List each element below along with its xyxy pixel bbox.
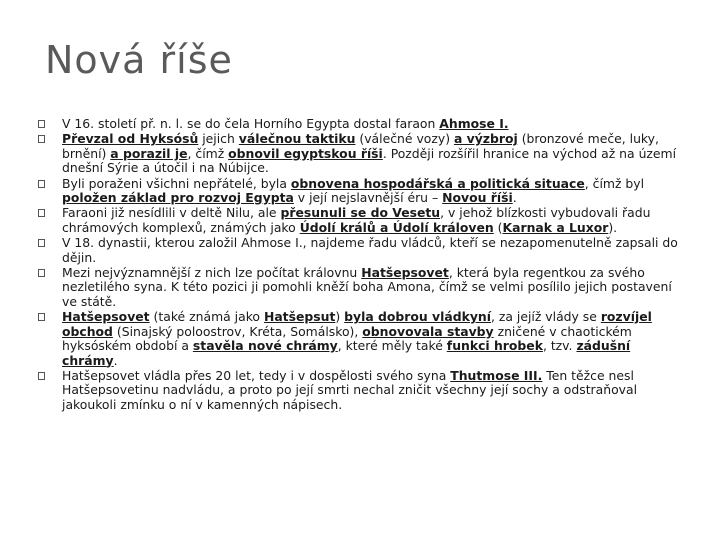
emphasis-text: zádušní chrámy (62, 338, 631, 368)
body-text: v její nejslavnější éru – (293, 190, 443, 206)
bullet-item (38, 236, 678, 265)
body-text: , čímž byl (584, 175, 645, 191)
body-text: , čímž (187, 145, 229, 161)
emphasis-text: válečnou taktiku (238, 131, 356, 147)
emphasis-text: Hatšepsut (263, 309, 336, 325)
body-text: ) (335, 309, 345, 325)
emphasis-text: Převzal od Hyksósů (62, 131, 199, 147)
bullet-square-icon (38, 135, 45, 143)
bullet-item (38, 177, 678, 206)
emphasis-text: byla dobrou vládkyní (344, 309, 491, 325)
emphasis-text: Ahmose I. (439, 116, 509, 131)
emphasis-text: Novou říši (442, 190, 513, 206)
body-text: . Později rozšířil hranice na východ až na území dnešní Sýrie a útočil i na Núbijce. (62, 145, 677, 176)
bullet-square-icon (38, 209, 45, 217)
bullet-item (38, 369, 678, 412)
emphasis-text: Karnak a Luxor (502, 219, 609, 235)
emphasis-text: a porazil je (110, 145, 188, 161)
bullet-square-icon (38, 239, 45, 247)
bullet-item (38, 310, 678, 368)
body-text: V 18. dynastii, kterou založil Ahmose I., najdeme řadu vládců, kteří se nezapomenutelně zapsali do dějin. (62, 235, 678, 265)
body-text: , které měly také (337, 338, 447, 354)
bullet-square-icon (38, 269, 45, 277)
emphasis-text: a výzbroj (453, 131, 518, 147)
body-text: jejich (198, 131, 239, 147)
body-text: ( (493, 219, 503, 235)
bullet-square-icon (38, 313, 45, 321)
emphasis-text: funkci hrobek (446, 338, 543, 354)
emphasis-text: obnovil egyptskou říši (228, 145, 383, 161)
body-text: Mezi nejvýznamnější z nich lze počítat královnu (62, 265, 362, 281)
body-text: Faraoni již nesídlili v deltě Nilu, ale (62, 205, 281, 221)
emphasis-text: Hatšepsovet (361, 265, 449, 281)
emphasis-text: obnovena hospodářská a politická situace (290, 175, 585, 191)
body-text: . (512, 190, 517, 206)
emphasis-text: přesunuli se do Vesetu (280, 205, 441, 221)
body-text: (bronzové meče, luky, brnění) (62, 131, 659, 161)
bullet-square-icon (38, 120, 45, 128)
emphasis-text: stavěla nové chrámy (192, 338, 338, 354)
body-text: Ten těžce nesl Hatšepsovetinu nadvládu, a proto po její smrti nechal zničit všechny její sochy a odstraňoval jakoukoli zmínku o ní v kamenných nápisech. (62, 367, 638, 412)
bullet-item (38, 206, 678, 235)
slide-title: Nová říše (45, 38, 233, 82)
emphasis-text: rozvíjel obchod (62, 309, 652, 339)
body-text: , tzv. (542, 338, 577, 354)
body-text: . (113, 352, 118, 368)
body-text: (Sinajský poloostrov, Kréta, Somálsko), (112, 323, 363, 339)
body-text: , která byla regentkou za svého nezletilého syna. K této pozici ji pomohli kněží boha Amona, čímž se velmi posílilo jejich postavení ve státě. (62, 265, 672, 309)
body-text: ). (608, 219, 618, 235)
body-text: V 16. století př. n. l. se do čela Horního Egypta dostal faraon (62, 116, 440, 131)
body-text: zničené v chaotickém hyksóském období a (62, 323, 632, 354)
emphasis-text: položen základ pro rozvoj Egypta (62, 190, 294, 206)
emphasis-text: Údolí králů a Údolí královen (299, 219, 494, 235)
bullet-square-icon (38, 372, 45, 380)
body-text: Byli poraženi všichni nepřátelé, byla (62, 175, 291, 191)
body-text: (válečné vozy) (355, 131, 454, 147)
bullet-item (38, 117, 678, 131)
body-text: , v jehož blízkosti vybudovali řadu chrámových komplexů, známých jako (62, 205, 651, 235)
emphasis-text: Thutmose III. (450, 367, 543, 383)
bullet-square-icon (38, 180, 45, 188)
body-text: (také známá jako (149, 309, 264, 325)
body-text: , za jejíž vlády se (490, 309, 601, 325)
bullet-item (38, 132, 678, 175)
body-text: Hatšepsovet vládla přes 20 let, tedy i v dospělosti svého syna (62, 367, 451, 383)
emphasis-text: obnovovala stavby (362, 323, 494, 339)
bullet-item (38, 266, 678, 309)
emphasis-text: Hatšepsovet (62, 309, 150, 325)
bullet-list (38, 117, 678, 413)
